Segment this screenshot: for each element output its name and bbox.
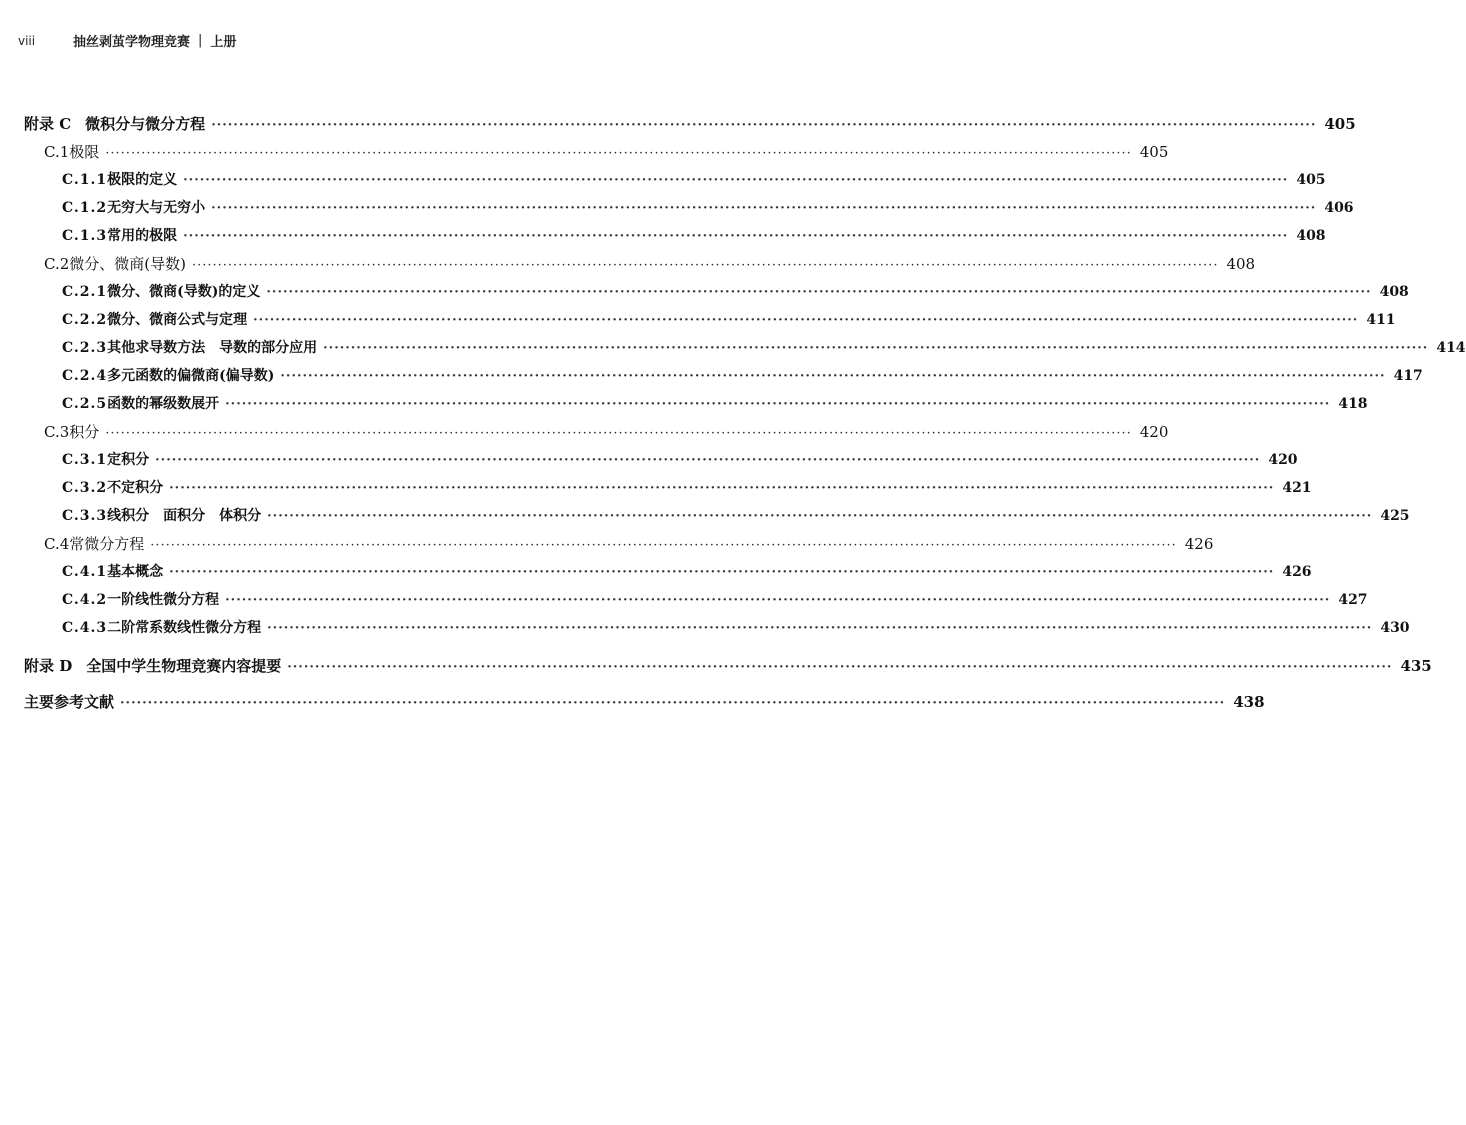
toc-entry[interactable]	[0, 337, 1466, 357]
toc-entry[interactable]	[0, 449, 1298, 469]
toc-entry-title: 二阶常系数线性微分方程	[107, 620, 262, 636]
toc-entry-number: C.2.2	[62, 312, 108, 328]
toc-entry-title: 微分、微商公式与定理	[107, 312, 248, 328]
dot-leader: ········································································································································································································	[105, 426, 1132, 441]
toc-entry[interactable]	[0, 691, 1265, 712]
dot-leader: ········································································································································································································	[120, 696, 1226, 711]
toc-entry-number: C.2.4	[62, 368, 108, 384]
dot-leader: ········································································································································································································	[253, 313, 1359, 328]
toc-entry-page: 426	[1282, 564, 1312, 580]
toc-entry-title: 积分	[69, 423, 100, 441]
dot-leader: ········································································································································································································	[183, 229, 1289, 244]
toc-entry-page: 421	[1282, 480, 1312, 496]
dot-leader: ········································································································································································································	[280, 369, 1386, 384]
toc-entry[interactable]	[0, 197, 1354, 217]
toc-entry-title: 常微分方程	[69, 535, 145, 553]
dot-leader: ········································································································································································································	[169, 481, 1275, 496]
dot-leader: ········································································································································································································	[211, 118, 1317, 133]
toc-entry-number: C.4.1	[62, 564, 108, 580]
toc-entry-number: C.1.1	[62, 172, 108, 188]
dot-leader: ········································································································································································································	[225, 593, 1331, 608]
toc-entry-number: C.3	[44, 423, 70, 441]
dot-leader: ········································································································································································································	[169, 565, 1275, 580]
dot-leader: ········································································································································································································	[287, 660, 1393, 675]
toc-entry-page: 427	[1338, 592, 1368, 608]
toc-entry[interactable]	[0, 589, 1368, 609]
toc-entry-number: C.2.3	[62, 340, 108, 356]
dot-leader: ········································································································································································································	[150, 538, 1177, 553]
toc-entry-page: 438	[1233, 693, 1265, 711]
toc-entry-title: 基本概念	[107, 564, 164, 580]
toc-entry-page: 425	[1380, 508, 1410, 524]
toc-entry[interactable]	[0, 253, 1256, 274]
header-volume: 上册	[210, 35, 237, 50]
toc-entry[interactable]	[0, 561, 1312, 581]
toc-entry-number: C.3.2	[62, 480, 108, 496]
toc-entry[interactable]	[0, 477, 1312, 497]
toc-entry-title: 全国中学生物理竞赛内容提要	[86, 657, 282, 675]
toc-entry[interactable]	[0, 655, 1432, 676]
toc-entry-page: 418	[1338, 396, 1368, 412]
toc-entry-title: 一阶线性微分方程	[107, 592, 220, 608]
dot-leader: ········································································································································································································	[183, 173, 1289, 188]
toc-entry-number: C.4.3	[62, 620, 108, 636]
dot-leader: ········································································································································································································	[323, 341, 1429, 356]
toc-entry-title: 不定积分	[107, 480, 164, 496]
toc-entry-page: 408	[1226, 255, 1256, 273]
dot-leader: ········································································································································································································	[225, 397, 1331, 412]
header-page-number: viii	[18, 33, 36, 48]
running-header	[18, 31, 236, 50]
toc-entry-number: C.2	[44, 255, 70, 273]
toc-entry[interactable]	[0, 393, 1368, 413]
toc-entry-title: 极限	[69, 143, 100, 161]
toc-entry[interactable]	[0, 309, 1396, 329]
toc-entry-page: 405	[1296, 172, 1326, 188]
toc-entry-page: 417	[1393, 368, 1423, 384]
header-book-title: 抽丝剥茧学物理竞赛	[73, 35, 191, 50]
header-separator: |	[198, 33, 203, 48]
toc-entry[interactable]	[0, 533, 1214, 554]
toc-entry[interactable]	[0, 505, 1410, 525]
dot-leader: ········································································································································································································	[267, 509, 1373, 524]
toc-entry-title: 多元函数的偏微商(偏导数)	[107, 368, 275, 384]
dot-leader: ········································································································································································································	[266, 285, 1372, 300]
toc-entry-page: 414	[1436, 340, 1466, 356]
toc-entry-title: 函数的幂级数展开	[107, 396, 220, 412]
toc-entry-title: 主要参考文献	[24, 693, 115, 711]
toc-entry[interactable]	[0, 225, 1326, 245]
toc-entry-number: C.3.3	[62, 508, 108, 524]
toc-entry-title: 线积分 面积分 体积分	[107, 508, 262, 524]
dot-leader: ········································································································································································································	[191, 258, 1219, 273]
dot-leader: ········································································································································································································	[211, 201, 1317, 216]
toc-entry[interactable]	[0, 281, 1409, 301]
toc-entry-number: C.1.3	[62, 228, 108, 244]
toc-entry-title: 微分、微商(导数)的定义	[107, 284, 261, 300]
toc-entry-number: C.1.2	[62, 200, 108, 216]
toc-entry-number: 附录 D	[24, 657, 73, 675]
toc-entry-page: 408	[1296, 228, 1326, 244]
toc-entry-title: 微分、微商(导数)	[69, 255, 186, 273]
toc-entry[interactable]	[0, 141, 1169, 162]
dot-leader: ········································································································································································································	[105, 146, 1132, 161]
toc-entry[interactable]	[0, 113, 1356, 134]
toc-entry-page: 408	[1379, 284, 1409, 300]
toc-entry[interactable]	[0, 169, 1326, 189]
toc-entry-page: 420	[1139, 423, 1169, 441]
toc-entry-page: 435	[1400, 657, 1432, 675]
toc-entry-page: 405	[1139, 143, 1169, 161]
toc-entry-number: 附录 C	[24, 115, 72, 133]
toc-entry-title: 极限的定义	[107, 172, 178, 188]
toc-entry-number: C.3.1	[62, 452, 108, 468]
toc-entry-page: 426	[1184, 535, 1214, 553]
toc-entry[interactable]	[0, 421, 1169, 442]
toc-entry-page: 430	[1380, 620, 1410, 636]
toc-entry-number: C.4.2	[62, 592, 108, 608]
toc-entry-number: C.4	[44, 535, 70, 553]
toc-entry-title: 常用的极限	[107, 228, 178, 244]
toc-entry-title: 其他求导数方法 导数的部分应用	[107, 340, 318, 356]
toc-entry-page: 405	[1324, 115, 1356, 133]
toc-entry-number: C.1	[44, 143, 70, 161]
toc-entry-number: C.2.1	[62, 284, 108, 300]
toc-entry-page: 406	[1324, 200, 1354, 216]
dot-leader: ········································································································································································································	[267, 621, 1373, 636]
toc-entry-number: C.2.5	[62, 396, 108, 412]
toc-entry[interactable]	[0, 365, 1423, 385]
toc-entry-title: 定积分	[107, 452, 150, 468]
toc-entry-title: 微积分与微分方程	[85, 115, 206, 133]
toc-entry[interactable]	[0, 617, 1410, 637]
toc-entry-page: 420	[1268, 452, 1298, 468]
toc-entry-page: 411	[1366, 312, 1396, 328]
dot-leader: ········································································································································································································	[155, 453, 1261, 468]
toc-entry-title: 无穷大与无穷小	[107, 200, 206, 216]
